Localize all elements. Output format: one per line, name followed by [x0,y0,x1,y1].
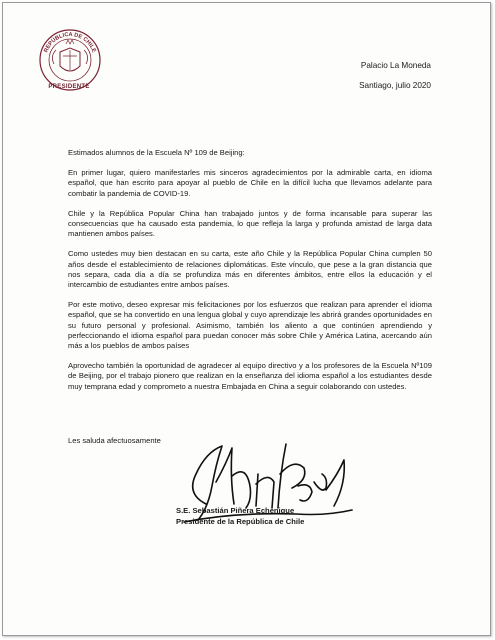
place-date-block [359,56,431,96]
date-text: Santiago, julio 2020 [359,81,431,90]
signer-name: S.E. Sebastián Piñera Echenique [176,506,295,515]
paragraph: Por este motivo, deseo expresar mis felicitaciones por los esfuerzos que realizan para aprender el idioma español, que se ha convertido en una lengua global y cuyo aprendizaje les abrirá grandes oportunidades en su futuro personal y profesional. Asimismo, también los aliento a que continúen aprendiendo y perfeccionando el idioma español para puedan conocer más sobre Chile y América Latina, acercando aún más a los pueblos de ambos países [68,300,432,351]
closing-text: Les saluda afectuosamente [68,436,161,445]
seal-top-text: REPÚBLICA DE CHILE [43,31,97,54]
place-text: Palacio La Moneda [360,61,431,70]
signer-title: Presidente de la República de Chile [176,516,305,526]
signer-block [176,506,376,527]
paragraph: En primer lugar, quiero manifestarles mis sinceros agradecimientos por la admirable carta, en idioma español, que han escrito para apoyar al pueblo de Chile en la difícil lucha que llevamos adelante para combatir la pandemia de COVID-19. [68,168,432,198]
salutation: Estimados alumnos de la Escuela Nº 109 de Beijing: [68,148,245,157]
paragraph: Chile y la República Popular China han trabajado juntos y de forma incansable para superar las consecuencias que ha causado esta pandemia, lo que refleja la larga y profunda amistad de larga data mantienen ambos países. [68,208,432,239]
paragraph: Como ustedes muy bien destacan en su carta, este año Chile y la República Popular China cumplen 50 años desde el establecimiento de relaciones diplomáticas. Este vínculo, que pese a la gran distancia que nos separa, cada día a día se profundiza más en diferentes ámbitos, entre ellos la educación y el intercambio de estudiantes entre ambos países. [68,249,432,290]
letter-body [68,148,432,402]
paragraph: Aprovecho también la oportunidad de agradecer al equipo directivo y a los profesores de la Escuela Nº109 de Beijing, por el trabajo pionero que realizan en la enseñanza del idioma español a los estudiantes desde muy temprana edad y comprometo a nuestra Embajada en China a seguir colaborando con ustedes. [68,361,432,391]
seal-bottom-text: PRESIDENTE [48,84,90,90]
